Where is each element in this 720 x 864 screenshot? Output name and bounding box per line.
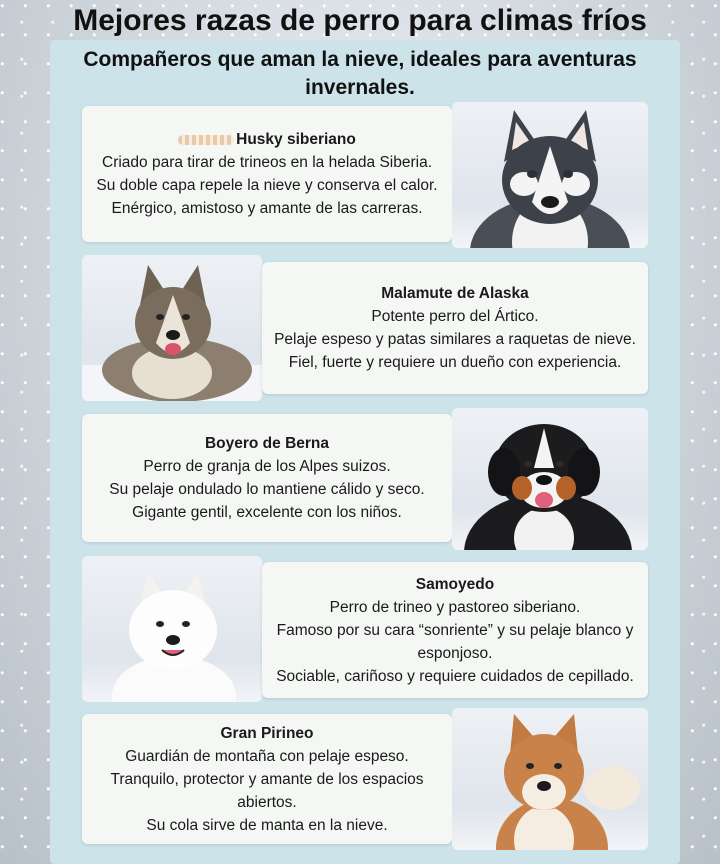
page-title: Mejores razas de perro para climas fríos [73,4,647,37]
breed-card-malamute [262,262,648,394]
breed-line: Potente perro del Ártico. [371,308,539,325]
page-subtitle: Compañeros que aman la nieve, ideales para aventuras invernales. [83,48,637,99]
breed-name: Gran Pirineo [220,724,314,742]
breed-name: Samoyedo [415,575,495,593]
breed-name: Husky siberiano [178,128,356,151]
breed-line: Tranquilo, protector y amante de los espacios abiertos. [110,770,424,811]
samoyed-photo [82,556,262,702]
malamute-photo [82,255,262,401]
breed-line: Gigante gentil, excelente con los niños. [132,504,402,521]
breed-card-husky [82,106,452,242]
breed-line: Perro de granja de los Alpes suizos. [143,458,391,475]
breed-line: Enérgico, amistoso y amante de las carreras. [111,200,423,217]
breed-card-samoyed [262,562,648,698]
breed-line: Criado para tirar de trineos en la helada Siberia. [102,154,432,171]
breed-line: Guardián de montaña con pelaje espeso. [125,747,409,765]
breed-line: Perro de trineo y pastoreo siberiano. [329,598,581,616]
breed-line: Famoso por su cara “sonriente” y su pelaje blanco y esponjoso. [276,621,634,662]
breed-line: Sociable, cariñoso y requiere cuidados de cepillado. [276,667,634,685]
breed-line: Fiel, fuerte y requiere un dueño con experiencia. [288,354,622,371]
husky-photo [452,102,648,248]
bernese-photo [452,408,648,550]
shiba-photo [452,708,648,850]
breed-name: Boyero de Berna [204,435,330,452]
breed-name: Malamute de Alaska [381,285,529,302]
breed-line: Su doble capa repele la nieve y conserva el calor. [96,177,438,194]
breed-line: Pelaje espeso y patas similares a raquetas de nieve. [274,331,636,348]
breed-card-pyrenees [82,714,452,844]
breed-line: Su cola sirve de manta en la nieve. [146,816,388,834]
breed-card-bernese [82,414,452,542]
breed-line: Su pelaje ondulado lo mantiene cálido y seco. [109,481,425,498]
decoration-icon [178,135,234,145]
